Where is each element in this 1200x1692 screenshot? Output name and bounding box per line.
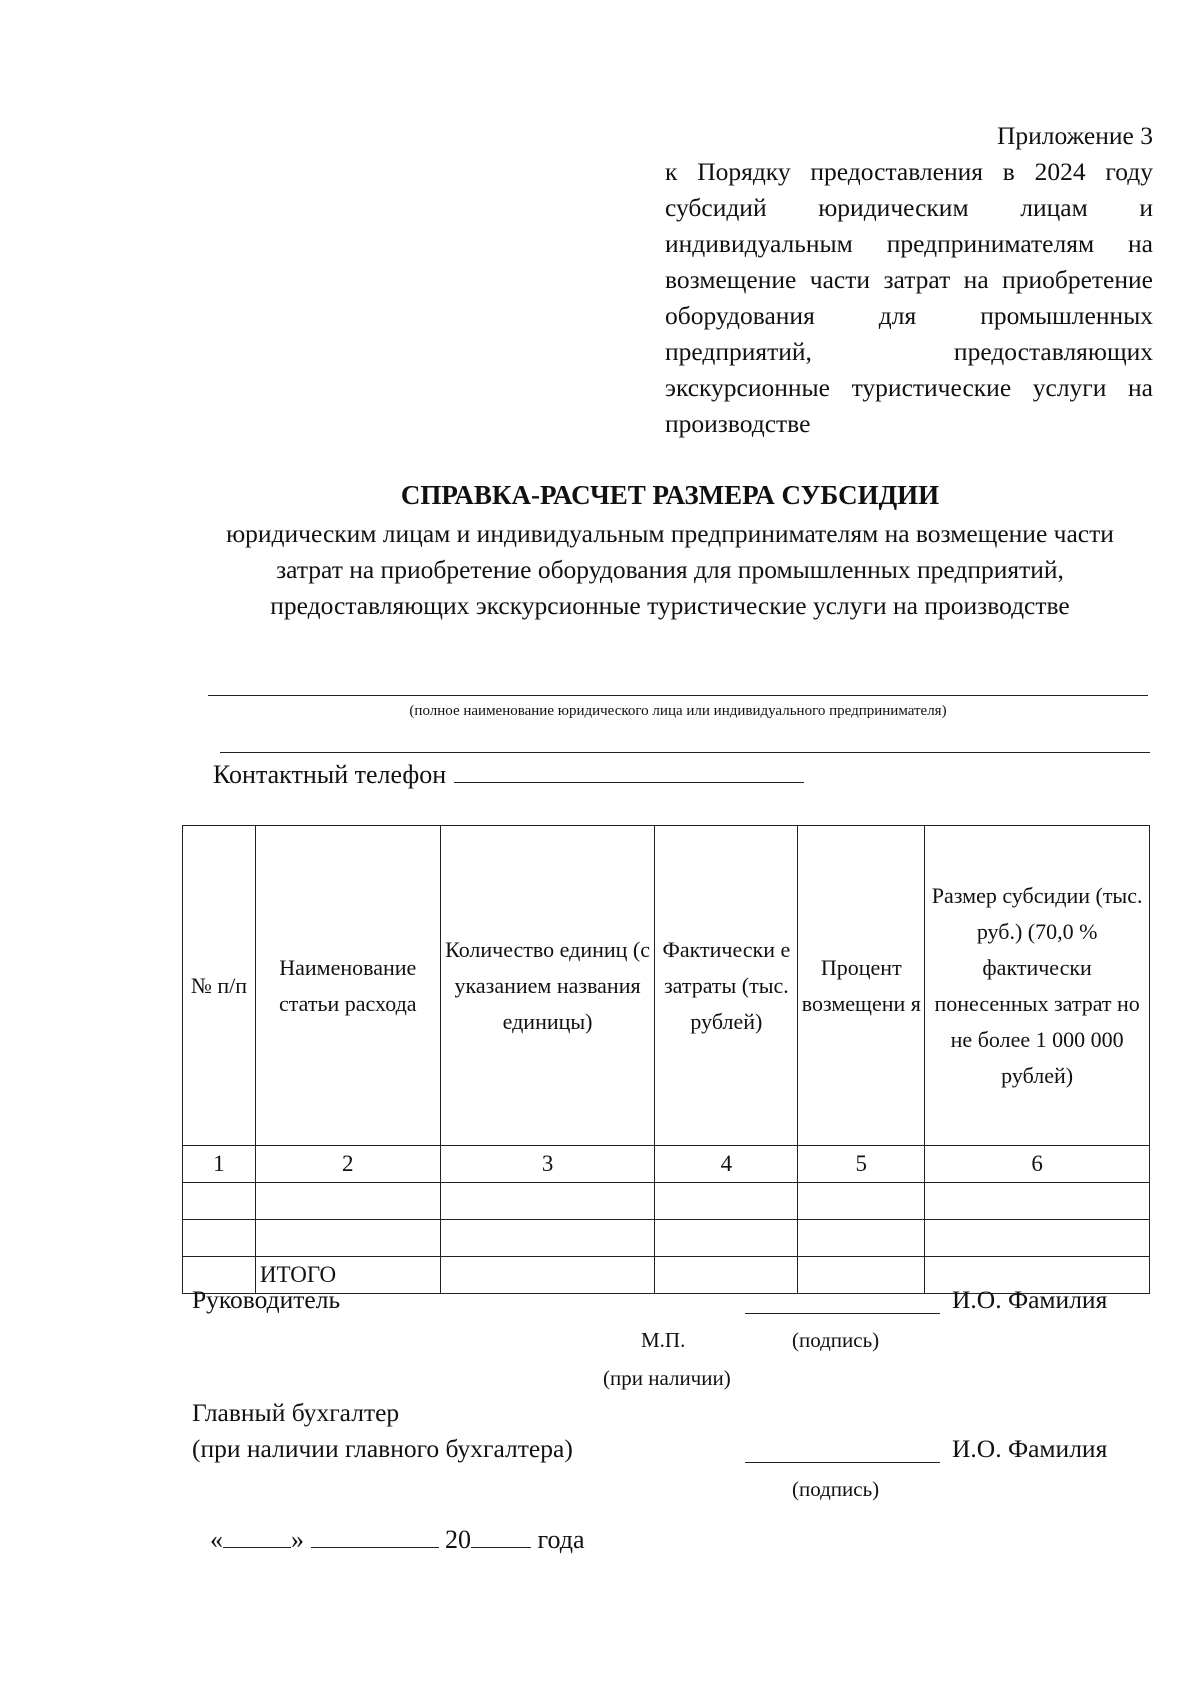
table-cell[interactable] — [440, 1183, 655, 1220]
table-cell[interactable] — [925, 1183, 1150, 1220]
date-line — [210, 1523, 585, 1557]
day-field[interactable] — [223, 1523, 291, 1548]
phone-field[interactable] — [454, 758, 804, 783]
appendix-text: к Порядку предоставления в 2024 году субсидий юридическим лицам и индивидуальным предпринимателям на возмещение части затрат на приобретение оборудования для промышленных предприятий, предоставляющих экскурсионные туристические услуги на производстве — [665, 157, 1153, 438]
header-actual-costs: Фактически е затраты (тыс. рублей) — [655, 826, 798, 1146]
stamp-label: М.П. — [641, 1328, 686, 1352]
year-prefix: 20 — [445, 1525, 471, 1554]
column-number: 2 — [255, 1146, 440, 1183]
table-cell[interactable] — [255, 1220, 440, 1257]
accountant-signature-line[interactable] — [745, 1462, 940, 1463]
header-expense-item: Наименование статьи расхода — [255, 826, 440, 1146]
column-number: 1 — [183, 1146, 256, 1183]
header-quantity: Количество единиц (с указанием названия единицы) — [440, 826, 655, 1146]
date-open-quote: « — [210, 1525, 223, 1554]
column-number: 6 — [925, 1146, 1150, 1183]
column-number: 5 — [798, 1146, 925, 1183]
appendix-heading: Приложение 3 — [997, 121, 1153, 150]
header-subsidy-amount: Размер субсидии (тыс. руб.) (70,0 % фактически понесенных затрат но не более 1 000 000 рублей) — [925, 826, 1150, 1146]
document-subtitle: юридическим лицам и индивидуальным предпринимателям на возмещение части затрат на приобретение оборудования для промышленных предприятий, предоставляющих экскурсионные туристические услуги на производстве — [226, 519, 1114, 620]
phone-row — [213, 758, 804, 792]
document-title: СПРАВКА-РАСЧЕТ РАЗМЕРА СУБСИДИИ — [400, 480, 940, 510]
stamp-note: (при наличии) — [603, 1366, 731, 1390]
table-cell[interactable] — [183, 1183, 256, 1220]
head-label: Руководитель — [192, 1285, 341, 1314]
signature-caption: (подпись) — [792, 1328, 880, 1352]
header-reimbursement-percent: Процент возмещени я — [798, 826, 925, 1146]
table-row — [183, 1183, 1150, 1220]
name-line-1[interactable] — [208, 695, 1148, 696]
table-cell[interactable] — [798, 1220, 925, 1257]
appendix-block — [665, 118, 1153, 442]
month-field[interactable] — [311, 1523, 439, 1548]
column-number: 4 — [655, 1146, 798, 1183]
column-number: 3 — [440, 1146, 655, 1183]
name-line-2[interactable] — [220, 752, 1150, 753]
table-cell[interactable] — [798, 1257, 925, 1294]
table-row — [183, 1220, 1150, 1257]
column-number-row — [183, 1146, 1150, 1183]
name-caption: (полное наименование юридического лица или индивидуального предпринимателя) — [409, 703, 947, 719]
table-cell[interactable] — [255, 1183, 440, 1220]
calculation-table — [182, 825, 1150, 1294]
table-cell[interactable] — [655, 1220, 798, 1257]
phone-label: Контактный телефон — [213, 760, 447, 789]
year-field[interactable] — [471, 1523, 531, 1548]
table-header-row — [183, 826, 1150, 1146]
total-label: ИТОГО — [255, 1257, 440, 1294]
table-cell[interactable] — [655, 1183, 798, 1220]
accountant-name: И.О. Фамилия — [952, 1434, 1108, 1463]
signature-caption-2: (подпись) — [792, 1477, 880, 1501]
table-cell[interactable] — [655, 1257, 798, 1294]
table-cell[interactable] — [183, 1220, 256, 1257]
head-signature-line[interactable] — [745, 1313, 940, 1314]
table-cell[interactable] — [798, 1183, 925, 1220]
table-cell[interactable] — [440, 1220, 655, 1257]
head-name: И.О. Фамилия — [952, 1285, 1108, 1314]
date-close-quote: » — [291, 1525, 304, 1554]
table-cell[interactable] — [925, 1220, 1150, 1257]
accountant-label: Главный бухгалтер — [192, 1398, 400, 1427]
header-number: № п/п — [183, 826, 256, 1146]
year-suffix: года — [537, 1525, 585, 1554]
table-cell[interactable] — [440, 1257, 655, 1294]
accountant-note: (при наличии главного бухгалтера) — [192, 1434, 573, 1463]
